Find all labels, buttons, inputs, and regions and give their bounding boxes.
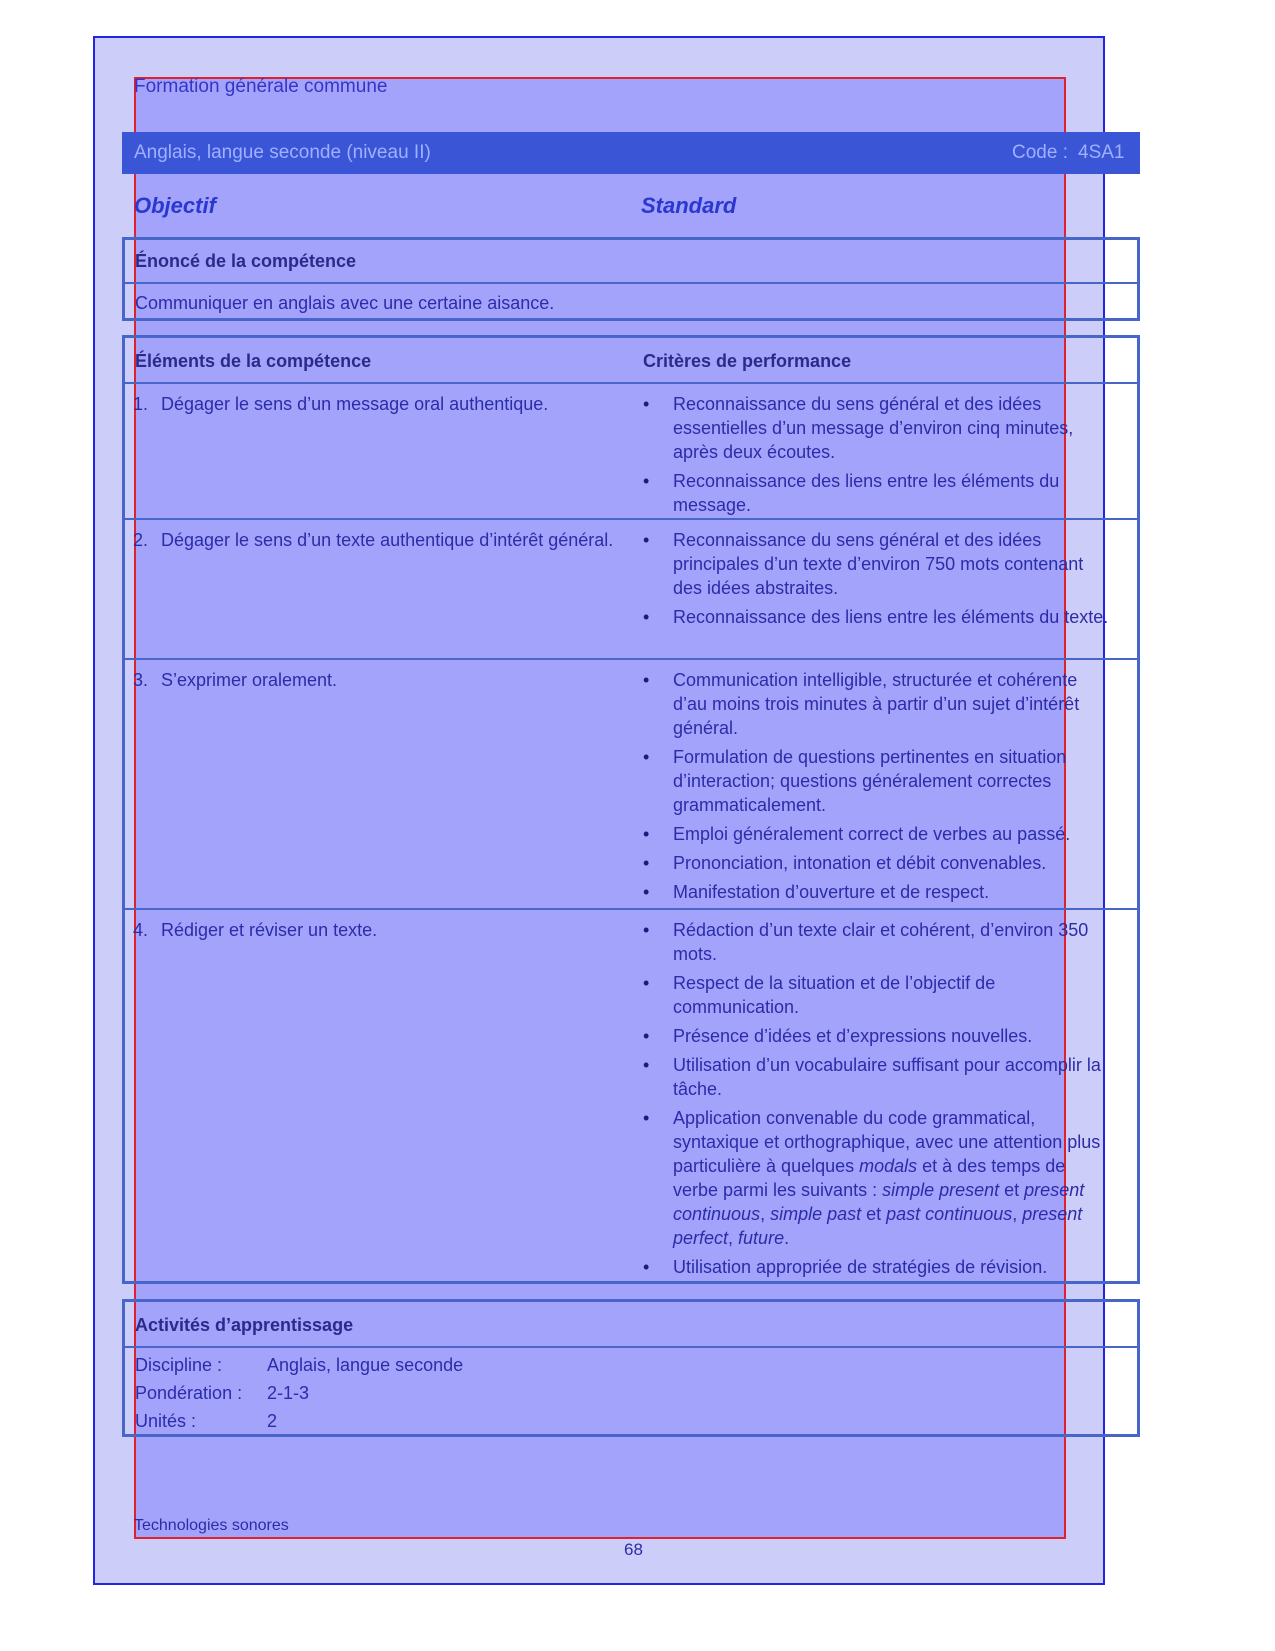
section-label: Formation générale commune: [134, 76, 388, 97]
list-item: • Présence d’idées et d’expressions nouvelles.: [643, 1024, 1113, 1048]
list-item: • Manifestation d’ouverture et de respect.: [643, 880, 1113, 904]
list-item: • Prononciation, intonation et débit convenables.: [643, 851, 1113, 875]
list-item: • Reconnaissance du sens général et des idées essentielles d’un message d’environ cinq minutes, après deux écoutes.: [643, 392, 1113, 464]
discipline-line: Discipline : Anglais, langue seconde: [135, 1355, 464, 1375]
list-item: • Respect de la situation et de l’objectif de communication.: [643, 971, 1113, 1019]
list-item: • Rédaction d’un texte clair et cohérent, d’environ 350 mots.: [643, 918, 1113, 966]
criteria-list: [643, 918, 1113, 1284]
element-text: 3. S’exprimer oralement.: [133, 670, 338, 690]
criteria-list: [643, 668, 1113, 909]
competence-statement: Communiquer en anglais avec une certaine aisance.: [135, 293, 555, 313]
list-item: • Reconnaissance des liens entre les éléments du texte.: [643, 605, 1113, 629]
list-item: • Communication intelligible, structurée et cohérente d’au moins trois minutes à partir d’un sujet d’intérêt général.: [643, 668, 1113, 740]
list-item: • Utilisation d’un vocabulaire suffisant pour accomplir la tâche.: [643, 1053, 1113, 1101]
list-item: • Utilisation appropriée de stratégies de révision.: [643, 1255, 1113, 1279]
course-title: Anglais, langue seconde (niveau II): [134, 142, 431, 163]
element-text: 2. Dégager le sens d’un texte authentique d’intérêt général.: [133, 530, 614, 550]
unites-line: Unités : 2: [135, 1411, 278, 1431]
criteria-list: [643, 528, 1113, 634]
criteria-list: [643, 392, 1113, 522]
code-label: Code :: [1012, 142, 1068, 163]
list-item: • Formulation de questions pertinentes en situation d’interaction; questions généralement correctes grammaticalement.: [643, 745, 1113, 817]
ponderation-line: Pondération : 2-1-3: [135, 1383, 310, 1403]
competence-table: [122, 335, 1140, 1284]
element-text: 4. Rédiger et réviser un texte.: [133, 920, 378, 940]
list-item: • Emploi généralement correct de verbes au passé.: [643, 822, 1113, 846]
list-item-grammar: • Application convenable du code grammatical, syntaxique et orthographique, avec une attention plus particulière à quelques modals et à des temps de verbe parmi les suivants : simple present et present continuous, simple past et past continuous, present perfect, future.: [643, 1106, 1113, 1250]
competence-heading: Énoncé de la compétence: [135, 251, 357, 271]
table-row: [125, 518, 1137, 660]
activities-heading: Activités d’apprentissage: [135, 1315, 354, 1335]
criteria-column-header: Critères de performance: [643, 351, 852, 371]
objective-heading: Objectif: [134, 193, 216, 218]
program-footer: Technologies sonores: [134, 1517, 289, 1534]
table-row: [125, 658, 1137, 910]
elements-column-header: Éléments de la compétence: [135, 351, 372, 371]
code-value: 4SA1: [1078, 142, 1125, 163]
table-row: [125, 382, 1137, 520]
competence-box: [122, 237, 1140, 321]
list-item: • Reconnaissance des liens entre les éléments du message.: [643, 469, 1113, 517]
page-number: 68: [624, 1540, 643, 1559]
activities-box: [122, 1299, 1140, 1437]
element-text: 1. Dégager le sens d’un message oral authentique.: [133, 394, 549, 414]
course-title-bar: [122, 132, 1140, 174]
list-item: • Reconnaissance du sens général et des idées principales d’un texte d’environ 750 mots contenant des idées abstraites.: [643, 528, 1113, 600]
table-row: [125, 908, 1137, 1283]
standard-heading: Standard: [641, 193, 737, 218]
